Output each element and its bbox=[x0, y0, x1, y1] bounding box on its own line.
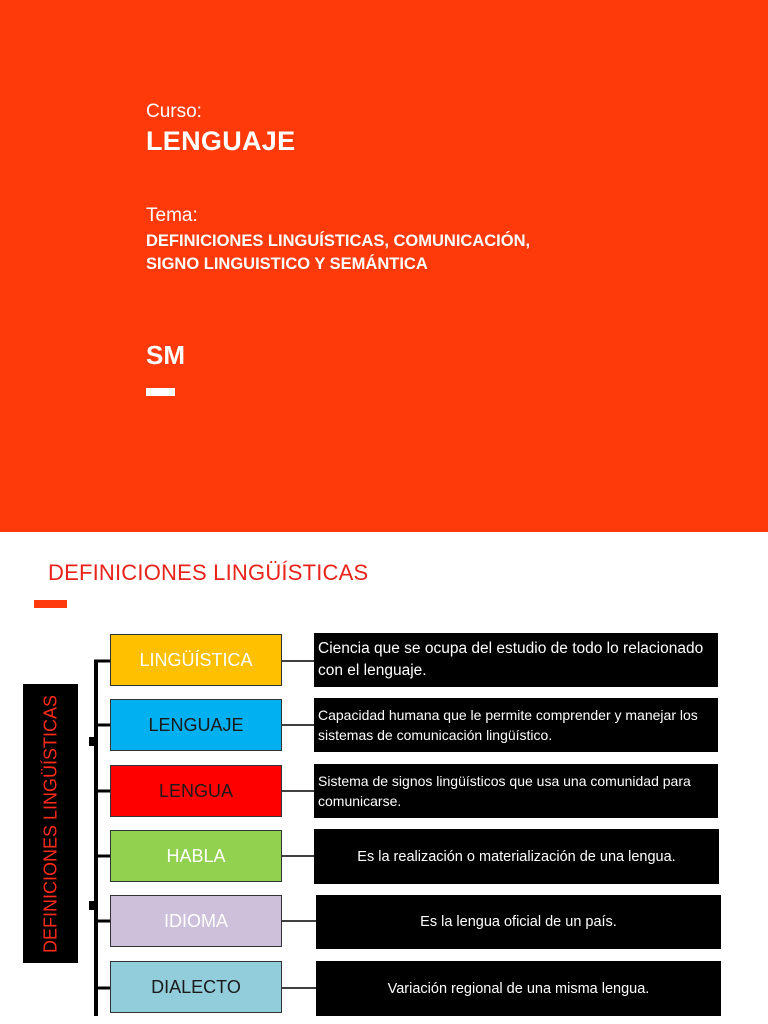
accent-dash bbox=[146, 388, 175, 396]
course-label: Curso: bbox=[146, 101, 202, 122]
definition-text: Es la lengua oficial de un país. bbox=[420, 914, 617, 930]
definition-box-dialecto bbox=[316, 961, 721, 1016]
bar-mark-1 bbox=[89, 737, 96, 746]
term-box-linguistica bbox=[110, 634, 282, 686]
term-label: HABLA bbox=[166, 845, 226, 866]
definition-text: Variación regional de una misma lengua. bbox=[387, 980, 650, 997]
term-box-lengua bbox=[110, 765, 282, 817]
definition-text: Capacidad humana que le permite comprender y manejar los sistemas de comunicación lingüístico. bbox=[318, 707, 698, 743]
term-label: LINGÜÍSTICA bbox=[139, 649, 253, 670]
term-label: IDIOMA bbox=[163, 910, 228, 931]
definition-box-habla bbox=[314, 829, 719, 884]
topic-label: Tema: bbox=[146, 205, 198, 226]
side-label-box bbox=[23, 684, 78, 963]
bar-mark-2 bbox=[89, 901, 96, 910]
definition-text: Sistema de signos lingüísticos que usa una comunidad para comunicarse. bbox=[318, 773, 691, 809]
definition-box-idioma bbox=[316, 895, 721, 949]
definition-box-lengua bbox=[314, 764, 718, 818]
term-box-idioma bbox=[110, 895, 282, 947]
term-box-lenguaje bbox=[110, 699, 282, 751]
author-initials: SM bbox=[146, 340, 185, 370]
topic-line-1: DEFINICIONES LINGUÍSTICAS, COMUNICACIÓN, bbox=[146, 232, 531, 250]
definition-box-linguistica bbox=[314, 633, 718, 687]
term-box-dialecto bbox=[110, 961, 282, 1013]
topic-line-2: SIGNO LINGUISTICO Y SEMÁNTICA bbox=[146, 255, 428, 273]
definitions-slide bbox=[0, 532, 768, 1024]
term-label: LENGUAJE bbox=[148, 714, 244, 735]
definition-box-lenguaje bbox=[314, 698, 718, 752]
course-name: LENGUAJE bbox=[146, 126, 296, 156]
side-label: DEFINICIONES LINGÜÍSTICAS bbox=[40, 694, 60, 953]
term-label: DIALECTO bbox=[151, 976, 241, 997]
definition-text: Es la realización o materialización de una lengua. bbox=[357, 848, 676, 865]
slide-title: DEFINICIONES LINGÜÍSTICAS bbox=[48, 560, 369, 585]
term-box-habla bbox=[110, 830, 282, 882]
term-label: LENGUA bbox=[158, 780, 234, 801]
definition-text: Ciencia que se ocupa del estudio de todo lo relacionado con el lenguaje. bbox=[318, 640, 704, 679]
